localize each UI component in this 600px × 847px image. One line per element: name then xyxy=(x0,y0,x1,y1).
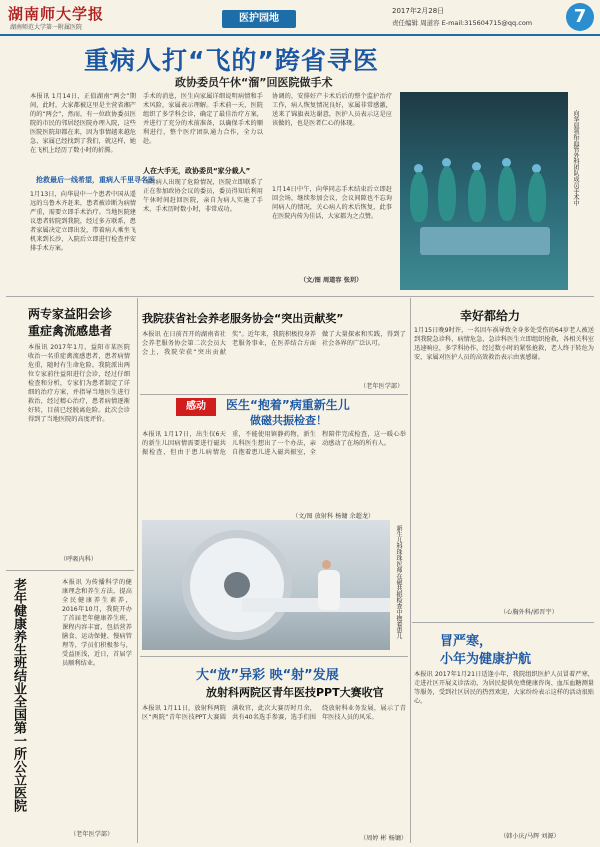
col1b-title: 老年健康养生班结业全国第一所公立医院 xyxy=(11,578,26,812)
mri-photo xyxy=(142,520,390,650)
divider xyxy=(6,296,594,297)
col2b-title-line2: 做磁共振检查！ xyxy=(250,414,327,427)
col3b-byline: （韩小庆/马辉 刘源） xyxy=(500,833,560,840)
col2c-title: 大“放”异彩 映“射”发展 xyxy=(196,668,339,683)
col3b-body: 本报讯 2017年1月21日适逢小年，我院组织医护人员冒着严寒，走进社区开展义诊活动，为居民提供免费健康咨询、血压血糖测量等服务，受到社区居民的热烈欢迎，大家纷纷表示这样的活动很贴心。 xyxy=(414,671,594,705)
col2b-title-line1: 医生“抱着”病重新生儿 xyxy=(226,398,350,412)
moving-tag: 感动 xyxy=(176,398,216,416)
masthead-subtitle: 湖南师范大学第一附属医院 xyxy=(10,24,83,31)
divider xyxy=(137,298,138,843)
divider xyxy=(6,570,134,571)
lead-sub-title: 抢救最后一线希望，重病人千里寻名医 xyxy=(36,176,155,184)
col2b-byline: （文/图 放射科 杨镛 余超龙） xyxy=(292,513,375,520)
page-header xyxy=(0,0,600,36)
col2c-byline: （周婷 彬 杨镛） xyxy=(360,835,408,842)
col1-body: 本报讯 2017年1月，益阳市某医院收治一名重症禽流感患者，患者病情危重，随时有生命危险。我院派出两位专家前往益阳进行会诊，经过仔细检查和分析，专家们为患者制定了详细的治疗方案，并指导当地医生进行救治，经过精心治疗，患者病情逐渐好转，目前已经脱离危险。此次会诊得到了当地医院的高度评价。 xyxy=(28,344,130,423)
page-number: 7 xyxy=(566,3,594,31)
col1-title-line1: 两专家益阳会诊 xyxy=(28,307,113,321)
lead-byline: （文/图 周道容 张玥） xyxy=(300,277,363,284)
lead-photo xyxy=(400,92,568,290)
col1b-body: 本报讯 为传播科学的健康理念和养生方法，提高全民健康养生素养，2016年10月，我院开办了首届老年健康养生班，课程内容丰富，包括营养膳食、运动保健、慢病管理等，学员们积极参与，受益匪浅，近日，首届学员顺利结业。 xyxy=(62,579,132,667)
lead-body-3: 手术的消息，医生向家属详细说明病情和手术风险，家属表示理解。手术前一天，医院组织了多学科会诊，确定了最佳治疗方案，并进行了充分的术前准备，以确保手术的顺利进行，整个医疗团队通力合作，全力以赴。 xyxy=(143,93,263,145)
lead-body-5: 协调的，安排好产卡术后后的整个监护治疗工作，病人恢复情况良好，家属非常感激，送来了锦旗表达谢意，医护人员表示这是应该做的，也是医者仁心的体现。 xyxy=(272,93,392,127)
col3-body: 1月15日晚9时许，一名因车祸导致全身多处受伤的64岁老人被送到我院急诊科，病情危急，急诊科医生立即组织抢救，各相关科室迅速响应，多学科协作，经过数小时的紧张抢救，老人终于转危为安，家属对医护人员的高效救治表示由衷感谢。 xyxy=(414,327,594,361)
col3b-title-line2: 小年为健康护航 xyxy=(440,652,532,667)
editor-info: 责任编辑 周道容 E-mail:315604715@qq.com xyxy=(392,19,533,27)
lead-sub-title-2: 人在大手无，政协委员“家分裁人” xyxy=(143,167,251,175)
col2-body: 本报讯 在日前召开的湖南省社会养老服务协会第二次会员大会上，我院荣获“突出贡献奖”。近年来，我院积极投身养老服务事业，在医养结合方面做了大量探索和实践，得到了社会各界的广泛认可。 xyxy=(142,331,406,356)
lead-headline: 重病人打“飞的”跨省寻医 xyxy=(84,46,379,75)
lead-photo-caption: 向华晨领衔血管外科团队成员手术中 xyxy=(572,110,579,206)
divider xyxy=(140,656,408,657)
col2c-body: 本报讯 1月11日，放射科两院区“两院”青年医技PPT大赛圆满收官，此次大赛历时月余，共有40名选手参赛，选手们围绕放射科业务发展，展示了青年医技人员的风采。 xyxy=(142,705,406,721)
col3-title: 幸好都给力 xyxy=(460,309,521,323)
col1-byline: （呼吸内科） xyxy=(60,556,98,563)
divider xyxy=(412,622,594,623)
divider xyxy=(410,298,411,843)
col2c-subtitle: 放射科两院区青年医技PPT大赛收官 xyxy=(206,686,384,699)
divider xyxy=(140,394,408,395)
col1-title-line2: 重症禽流感患者 xyxy=(28,324,113,338)
lead-body-6: 1月14日中午，向华同志手术结束后立即赶回会场，继续参加会议，会议间隙也不忘询问病人的情况，关心病人的术后恢复，此事在医院内传为佳话，大家都为之点赞。 xyxy=(272,186,392,220)
lead-subhead: 政协委员午休“溜”回医院做手术 xyxy=(175,76,333,89)
col2-title: 我院获省社会养老服务协会“突出贡献奖” xyxy=(142,312,344,325)
lead-body-2: 1月13日，向华晨中一个患者中国从遥远的乌鲁木齐赶来，患者被诊断为病情严重，需要立即手术治疗。当地医院建议患者转院到我院，经过多方联系，患者家属决定立即出发，带着病人乘坐飞机来到长沙，入院后立即进行检查并安排手术方案。 xyxy=(30,191,136,252)
col3b-title-line1: 冒严寒， xyxy=(440,634,493,649)
issue-date: 2017年2月28日 xyxy=(392,7,445,15)
col1b-byline: （老年医学部） xyxy=(70,831,114,838)
col2-byline: （老年医学部） xyxy=(360,383,404,390)
mri-photo-caption: 新生儿科珠珠医师在磁共振检查中抱着患儿 xyxy=(395,525,402,639)
lead-body-1: 本报讯 1月14日，正值湖南“两会”期间，此时，大家都被这里是主营省湘产的的“两会”，然而，有一位政协委员医院的市民的邻居经医院办理入院，这些医院医院却都在来，因为事情越来越危急，家属已经找到了我们，就这样，她在飞机上经历了数小时的折腾。 xyxy=(30,93,136,154)
lead-body-4: 当时病人出现了危险情况，医院立即联系了正在参加政协会议的委员，委员得知后利用午休时间赶回医院，亲自为病人实施了手术，手术历时数小时，非常成功。 xyxy=(143,179,263,213)
section-label: 医护园地 xyxy=(222,10,296,28)
masthead-logo: 湖南师大学报 xyxy=(8,5,105,23)
col2b-body: 本报讯 1月17日，出生仅6天的新生儿因病情需要进行磁共振检查，但由于患儿病情危重，不能使用镇静药物，新生儿科医生想出了一个办法，亲自抱着患儿进入磁共振室，全程陪伴完成检查，这一暖心举动感动了在场的所有人。 xyxy=(142,431,406,456)
col3-byline: （心胸外科/郭晋宇） xyxy=(500,609,558,616)
